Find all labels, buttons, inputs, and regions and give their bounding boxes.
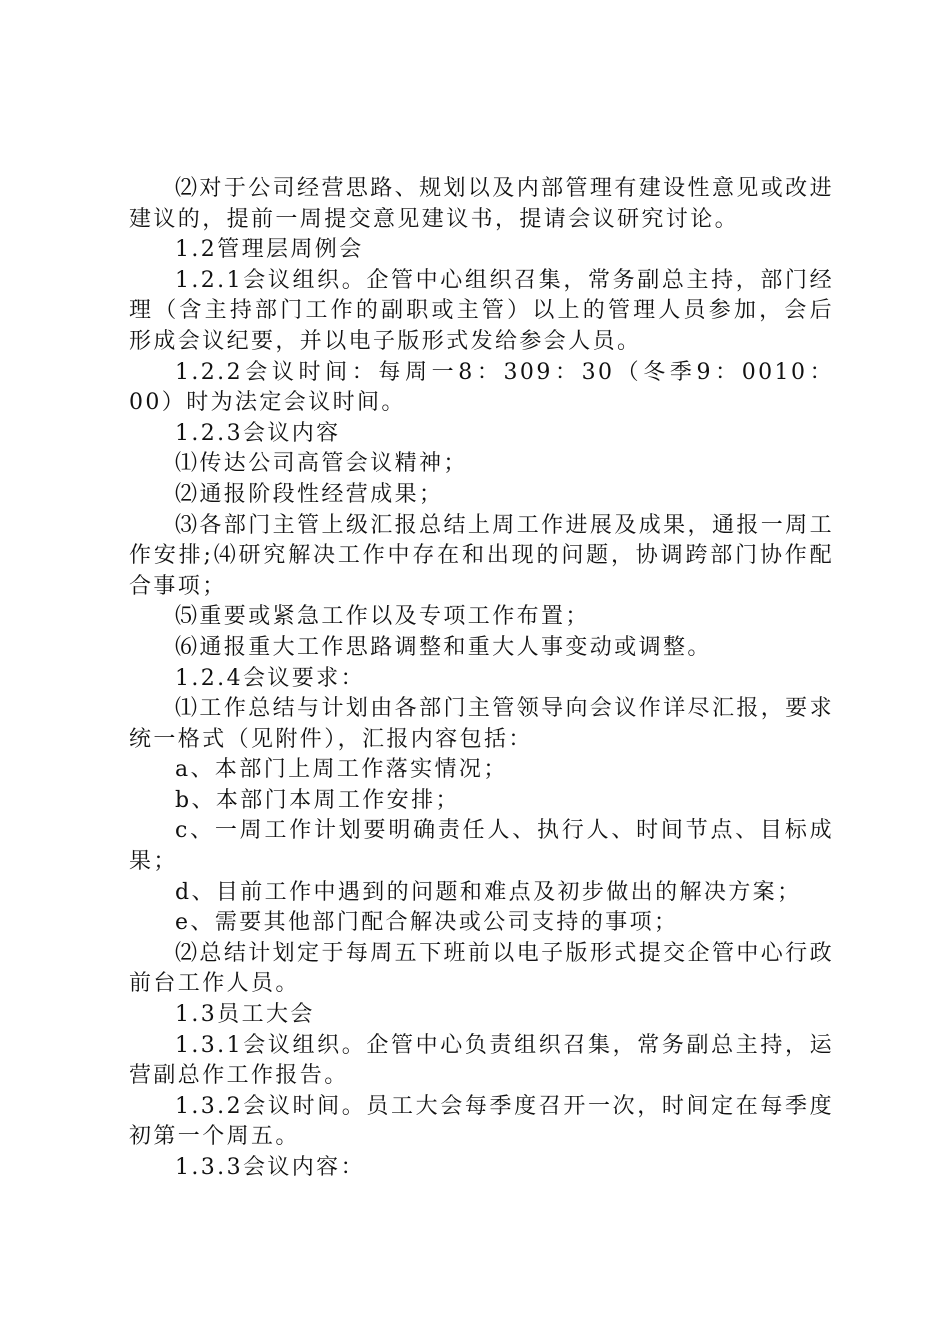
sub-item-d: d、目前工作中遇到的问题和难点及初步做出的解决方案； [175,879,802,905]
requirement-1: ⑴工作总结与计划由各部门主管领导向会议作详尽汇报，要求统一格式（见附件），汇报内容包括： [129,696,834,752]
requirement-2: ⑵总结计划定于每周五下班前以电子版形式提交企管中心行政前台工作人员。 [129,940,834,997]
list-item-3-4: ⑶各部门主管上级汇报总结上周工作进展及成果，通报一周工作安排;⑷研究解决工作中存在和出现的问题，协调跨部门协作配合事项； [129,512,834,599]
heading-1-3-3: 1.3.3会议内容： [175,1155,365,1180]
list-item-2: ⑵通报阶段性经营成果； [175,481,444,507]
document-body [129,174,834,1184]
list-item-1: ⑴传达公司高管会议精神； [175,451,468,477]
paragraph-1-3-2: 1.3.2会议时间。员工大会每季度召开一次，时间定在每季度初第一个周五。 [129,1093,834,1150]
sub-item-c: c、一周工作计划要明确责任人、执行人、时间节点、目标成果； [129,818,834,875]
paragraph-1-2-1: 1.2.1会议组织。企管中心组织召集，常务副总主持，部门经理（含主持部门工作的副职或主管）以上的管理人员参加，会后形成会议纪要，并以电子版形式发给参会人员。 [129,267,834,354]
paragraph-1-2-2: 1.2.2会议时间：每周一8：309：30（冬季9：0010：00）时为法定会议时间。 [129,359,834,416]
sub-item-a: a、本部门上周工作落实情况； [175,757,508,783]
list-item-6: ⑹通报重大工作思路调整和重大人事变动或调整。 [175,634,712,660]
heading-1-2-3: 1.2.3会议内容 [175,420,341,446]
heading-1-2-4: 1.2.4会议要求： [175,665,365,691]
sub-item-b: b、本部门本周工作安排； [175,787,460,813]
sub-item-e: e、需要其他部门配合解决或公司支持的事项； [175,910,679,936]
paragraph-suggestions: ⑵对于公司经营思路、规划以及内部管理有建设性意见或改进建议的，提前一周提交意见建议书，提请会议研究讨论。 [129,176,834,232]
list-item-5: ⑸重要或紧急工作以及专项工作布置； [175,604,590,630]
paragraph-1-3-1: 1.3.1会议组织。企管中心负责组织召集，常务副总主持，运营副总作工作报告。 [129,1032,834,1089]
heading-1-3: 1.3员工大会 [175,1002,315,1028]
heading-1-2: 1.2管理层周例会 [175,237,364,263]
